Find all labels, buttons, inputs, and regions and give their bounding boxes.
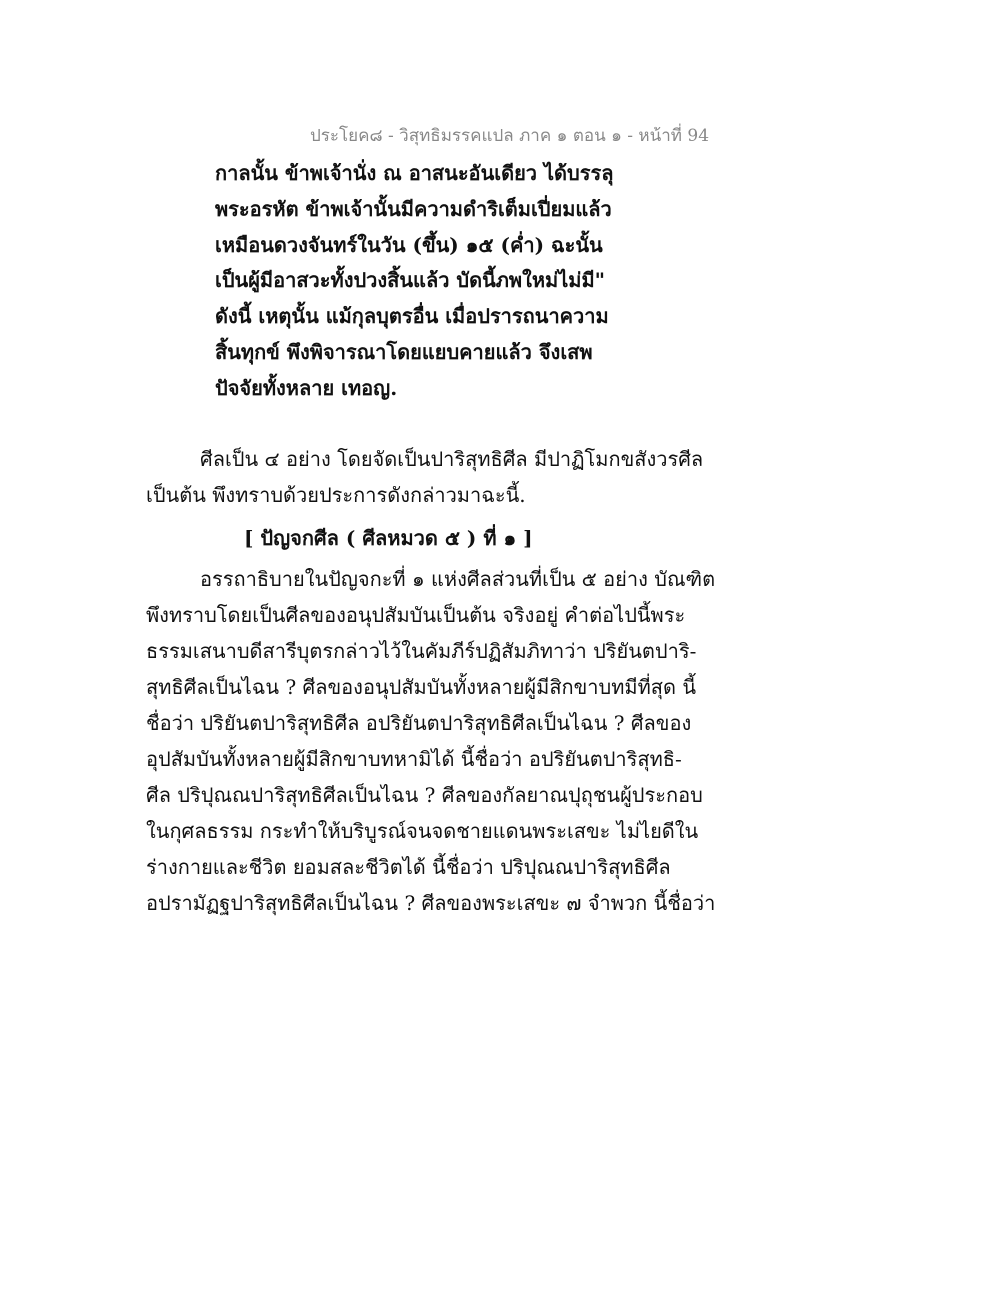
paragraph-line: เป็นต้น พึงทราบด้วยประการดังกล่าวมาฉะนี้. bbox=[146, 483, 526, 507]
verse-line: เหมือนดวงจันทร์ในวัน (ขึ้น) ๑๕ (ค่ำ) ฉะนั้น bbox=[215, 232, 603, 257]
paragraph-line: อรรถาธิบายในปัญจกะที่ ๑ แห่งศีลส่วนที่เป็น ๕ อย่าง บัณฑิต bbox=[200, 567, 716, 591]
paragraph-line: ในกุศลธรรม กระทำให้บริบูรณ์จนจดชายแดนพระเสขะ ไม่ไยดีใน bbox=[146, 819, 699, 843]
paragraph-line: ธรรมเสนาบดีสารีบุตรกล่าวไว้ในคัมภีร์ปฏิสัมภิทาว่า ปริยันตปาริ- bbox=[146, 639, 697, 663]
page-header: ประโยค๘ - วิสุทธิมรรคแปล ภาค ๑ ตอน ๑ - หน้าที่ 94 bbox=[310, 126, 710, 146]
paragraph-sila-four-kinds bbox=[146, 441, 706, 513]
verse-line: ปัจจัยทั้งหลาย เทอญ. bbox=[215, 375, 398, 400]
paragraph-panjaka bbox=[146, 561, 716, 921]
paragraph-line: สุทธิศีลเป็นไฉน ? ศีลของอนุปสัมบันทั้งหลายผู้มีสิกขาบทมีที่สุด นี้ bbox=[146, 675, 697, 699]
verse-line: ดังนี้ เหตุนั้น แม้กุลบุตรอื่น เมื่อปรารถนาความ bbox=[215, 304, 609, 329]
paragraph-line: พึงทราบโดยเป็นศีลของอนุปสัมบันเป็นต้น จริงอยู่ คำต่อไปนี้พระ bbox=[146, 603, 686, 627]
verse-line: สิ้นทุกข์ พึงพิจารณาโดยแยบคายแล้ว จึงเสพ bbox=[215, 339, 593, 364]
paragraph-line: ชื่อว่า ปริยันตปาริสุทธิศีล อปริยันตปาริสุทธิศีลเป็นไฉน ? ศีลของ bbox=[146, 711, 692, 735]
verse-line: เป็นผู้มีอาสวะทั้งปวงสิ้นแล้ว บัดนี้ภพใหม่ไม่มี" bbox=[215, 268, 606, 293]
section-heading: [ ปัญจกศีล ( ศีลหมวด ๕ ) ที่ ๑ ] bbox=[244, 526, 533, 550]
paragraph-line: ศีล ปริปุณณปาริสุทธิศีลเป็นไฉน ? ศีลของกัลยาณปุถุชนผู้ประกอบ bbox=[146, 783, 703, 807]
paragraph-line: อปรามัฏฐปาริสุทธิศีลเป็นไฉน ? ศีลของพระเสขะ ๗ จำพวก นี้ชื่อว่า bbox=[146, 891, 716, 915]
verse-line: พระอรหัต ข้าพเจ้านั้นมีความดำริเต็มเปี่ยมแล้ว bbox=[215, 196, 612, 221]
paragraph-line: ร่างกายและชีวิต ยอมสละชีวิตได้ นี้ชื่อว่า ปริปุณณปาริสุทธิศีล bbox=[146, 855, 671, 879]
verse-block bbox=[215, 156, 635, 407]
paragraph-line: ศีลเป็น ๔ อย่าง โดยจัดเป็นปาริสุทธิศีล มีปาฏิโมกขสังวรศีล bbox=[200, 447, 704, 471]
verse-line: กาลนั้น ข้าพเจ้านั่ง ณ อาสนะอันเดียว ได้บรรลุ bbox=[215, 161, 614, 185]
paragraph-line: อุปสัมบันทั้งหลายผู้มีสิกขาบทหามิได้ นี้ชื่อว่า อปริยันตปาริสุทธิ- bbox=[146, 747, 682, 771]
